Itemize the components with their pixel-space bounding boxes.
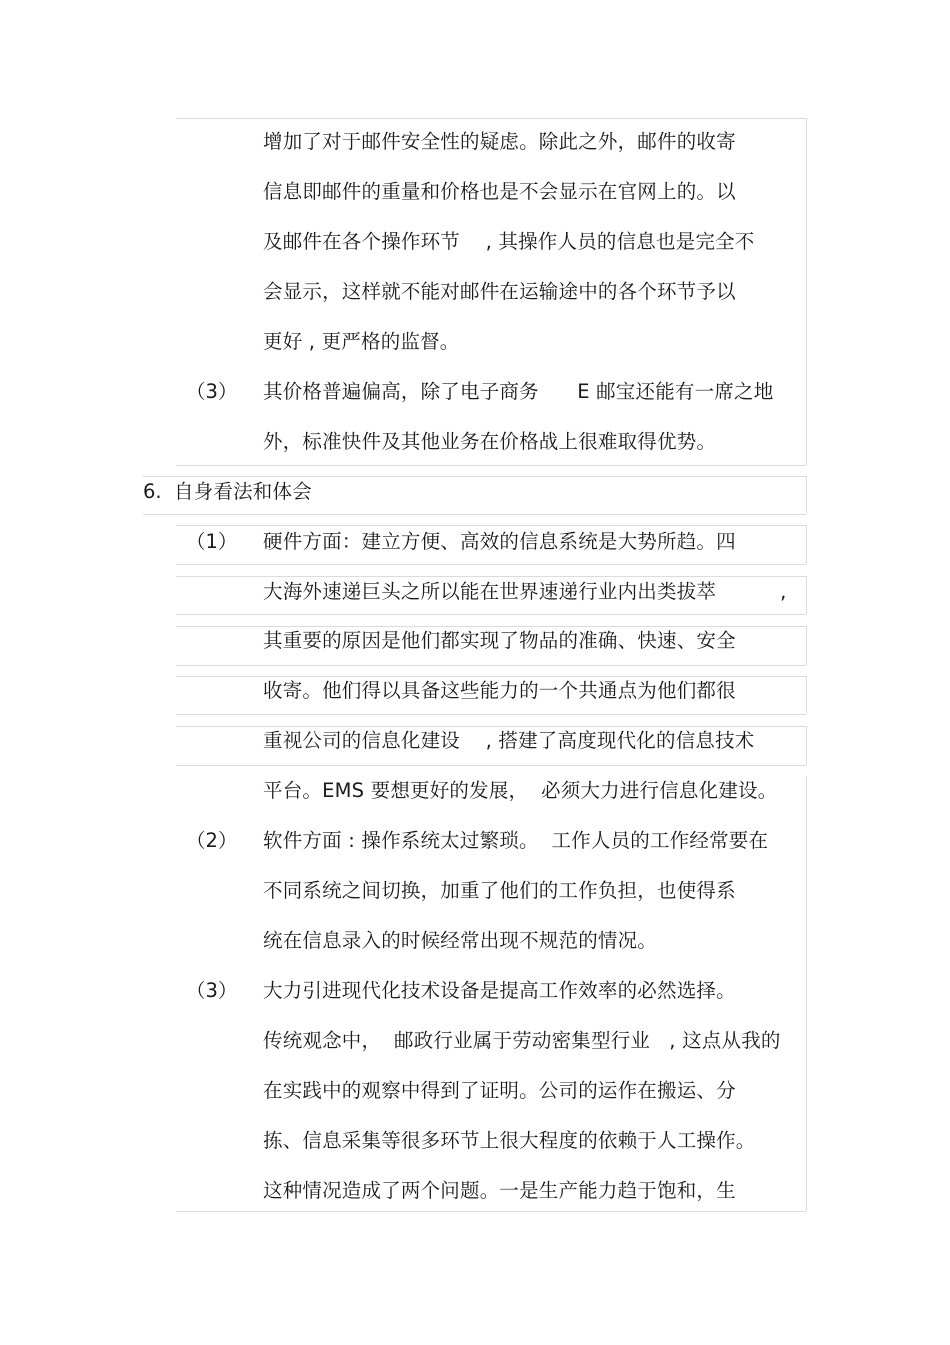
list-marker-1: （1） xyxy=(186,530,238,553)
text-line: 拣、信息采集等很多环节上很大程度的依赖于人工操作。 xyxy=(263,1129,756,1152)
section-number: 6. xyxy=(143,480,162,503)
text-line: 更好 , 更严格的监督。 xyxy=(263,330,460,353)
text-line: 硬件方面：建立方便、高效的信息系统是大势所趋。四 xyxy=(263,530,736,553)
table-rule xyxy=(806,776,807,1211)
text-line: 软件方面 : 操作系统太过繁琐。 工作人员的工作经常要在 xyxy=(263,829,769,852)
table-rule xyxy=(806,576,807,614)
text-line: 不同系统之间切换，加重了他们的工作负担，也使得系 xyxy=(263,879,736,902)
table-rule xyxy=(176,626,806,627)
text-line: 大力引进现代化技术设备是提高工作效率的必然选择。 xyxy=(263,979,736,1002)
table-rule xyxy=(176,1211,806,1212)
table-rule xyxy=(806,118,807,465)
table-rule xyxy=(176,714,806,715)
table-rule xyxy=(176,465,806,466)
text-line: 大海外速递巨头之所以能在世界速递行业内出类拔萃 , xyxy=(263,580,787,603)
table-rule xyxy=(176,676,806,677)
table-rule xyxy=(806,525,807,564)
table-rule xyxy=(143,514,806,515)
table-rule xyxy=(143,476,806,477)
table-rule xyxy=(176,118,806,119)
list-marker-3b: （3） xyxy=(186,979,238,1002)
table-rule xyxy=(806,676,807,714)
list-marker-3: （3） xyxy=(186,380,238,403)
text-line: 会显示，这样就不能对邮件在运输途中的各个环节予以 xyxy=(263,280,736,303)
table-rule xyxy=(176,576,806,577)
table-rule xyxy=(806,726,807,765)
table-rule xyxy=(176,614,806,615)
table-rule xyxy=(176,726,806,727)
text-line: 增加了对于邮件安全性的疑虑。除此之外，邮件的收寄 xyxy=(263,130,736,153)
section-heading: 自身看法和体会 xyxy=(174,480,312,503)
text-line: 平台。EMS 要想更好的发展， 必须大力进行信息化建设。 xyxy=(263,779,778,802)
text-line: 外，标准快件及其他业务在价格战上很难取得优势。 xyxy=(263,430,717,453)
text-line: 信息即邮件的重量和价格也是不会显示在官网上的。以 xyxy=(263,180,736,203)
text-line: 重视公司的信息化建设 , 搭建了高度现代化的信息技术 xyxy=(263,729,755,752)
text-line: 统在信息录入的时候经常出现不规范的情况。 xyxy=(263,929,658,952)
table-rule xyxy=(176,765,806,766)
table-rule xyxy=(176,665,806,666)
table-rule xyxy=(806,626,807,665)
table-rule xyxy=(176,564,806,565)
text-line: 这种情况造成了两个问题。一是生产能力趋于饱和，生 xyxy=(263,1179,736,1202)
table-rule xyxy=(806,476,807,514)
table-rule xyxy=(176,525,806,526)
list-marker-2: （2） xyxy=(186,829,238,852)
text-line: 其重要的原因是他们都实现了物品的准确、快速、安全 xyxy=(263,629,736,652)
text-line: 及邮件在各个操作环节 , 其操作人员的信息也是完全不 xyxy=(263,230,755,253)
text-line: 其价格普遍偏高，除了电子商务 E 邮宝还能有一席之地 xyxy=(263,380,774,403)
text-line: 传统观念中， 邮政行业属于劳动密集型行业 , 这点从我的 xyxy=(263,1029,781,1052)
text-line: 在实践中的观察中得到了证明。公司的运作在搬运、分 xyxy=(263,1079,736,1102)
text-line: 收寄。他们得以具备这些能力的一个共通点为他们都很 xyxy=(263,679,736,702)
